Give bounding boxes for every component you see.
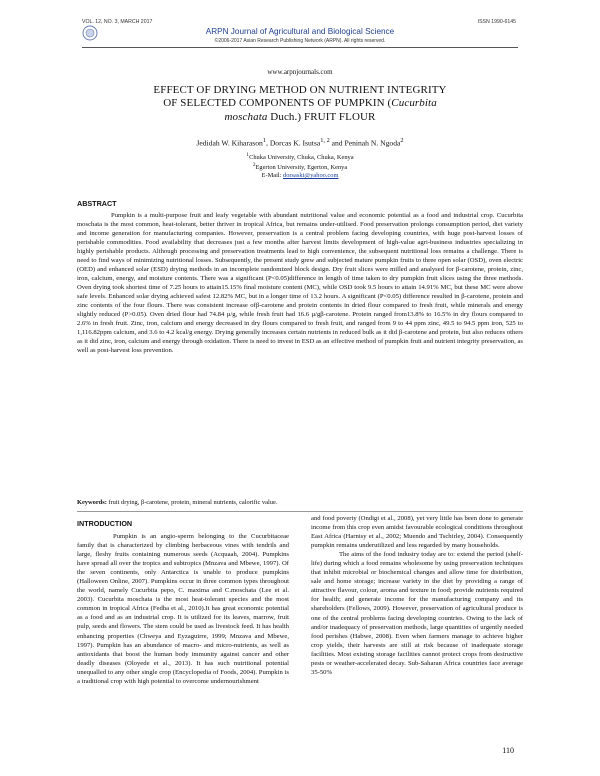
- author-1-affil: 1: [262, 137, 267, 144]
- affiliation-1: [0, 152, 600, 161]
- email-label: E-Mail:: [261, 172, 284, 179]
- title-line-3: Duch.) FRUIT FLOUR: [267, 110, 376, 123]
- affiliation-1-text: Chuka University, Chuka, Chuka, Kenya: [249, 154, 354, 162]
- author-3: and Peninah N. Ngoda: [329, 138, 401, 148]
- intro-left-column: [77, 532, 289, 686]
- title-species: moschata: [224, 110, 268, 123]
- header-divider: [82, 47, 518, 48]
- affiliation-2-mark: 2: [252, 162, 256, 168]
- issn-info: ISSN 1990-6145: [477, 19, 516, 25]
- author-1: Jedidah W. Kiharason: [196, 138, 263, 148]
- copyright-line: ©2006-2017 Asian Research Publishing Network (ARPN). All rights reserved.: [214, 38, 386, 44]
- affiliation-1-mark: 1: [246, 152, 250, 158]
- keywords-line: [77, 499, 523, 506]
- intro-paragraph-3: The aims of the food industry today are to: extend the period (shelf-life) during which a food remains wholesome by using preservation techniques that inhibit microbial or biochemical changes and allow time for distribution, sale and home storage; increase variety in the diet by providing a range of attractive flavour, colour, aroma and texture in food; provide nutrients required for health; and generate income for the manufacturing company and its shareholders (Fellows, 2009). However, preservation of agricultural produce is one of the central problems facing developing countries. Owing to the lack of and/or inadequacy of preservation methods, large quantities of urgently needed food perishes (Habwe, 2008). Even when farmers manage to achieve higher crop yields, their harvests are still at risk because of inadequate storage facilities. Most existing storage facilities cannot protect crops from destructive pests or weather-accelerated decay. Sub-Saharan Africa countries face average 35-50%: [311, 551, 523, 676]
- title-line-1: EFFECT OF DRYING METHOD ON NUTRIENT INTEGRITY: [153, 84, 447, 96]
- intro-paragraph-1: Pumpkin is an angio-sperm belonging to the Cucurbitaceae family that is characterized by climbing herbaceous vines with tendrils and large, fleshy fruits containing numerous seeds (Acquaah, 2004). Pumpkins have spread all over the tropics and subtropics (Mnzava and Mbewe, 1997). Of the seven continents, only Antarctica is unable to produce pumpkins (Halloween Online, 2007). Pumpkins occur in three common types throughout the world, namely Cucurbita pepo, C. maxima and C.moschata (Lee et al. 2003). Cucurbita moschata is the most heat-tolerant species and the most common in tropical Africa (Fedha et al., 2010).It has great economic potential as a food and as an industrial crop. It is utilized for its leaves, marrow, fruit pulp, seeds and flowers. The stem could be used as livestock feed. It has health enhancing properties (Chweya and Eyzaguirre, 1999; Mnzava and Mbewe, 1997). Pumpkin has an abundance of macro- and micro-nutrients, as well as antioxidants that boost the human body immunity against cancer and other deadly diseases (Oloyede et al., 2013). It has such nutritional potential unequalled to any other single crop (Encyclopedia of Foods, 2004). Pumpkin is a traditional crop with high potential to overcome undernourishment: [77, 533, 289, 685]
- affiliation-2: [0, 162, 600, 171]
- title-genus: Cucurbita: [391, 97, 437, 110]
- email-link[interactable]: dorsaski@yahoo.com: [283, 172, 339, 179]
- author-list: [0, 137, 600, 148]
- author-2: , Dorcas K. Isutsa: [266, 138, 321, 148]
- abstract-heading: ABSTRACT: [77, 199, 117, 208]
- affiliation-2-text: Egerton University, Egerton, Kenya: [255, 164, 348, 172]
- keywords-text: fruit drying, β-carotene, protein, mineral nutrients, calorific value.: [106, 499, 278, 506]
- keywords-label: Keywords:: [77, 499, 107, 506]
- volume-info: VOL. 12, NO. 3, MARCH 2017: [82, 19, 153, 25]
- abstract-body: [77, 211, 523, 355]
- intro-right-column: [311, 514, 523, 677]
- author-3-affil: 2: [400, 137, 404, 144]
- keywords-divider: [77, 511, 523, 512]
- paper-title: [100, 84, 500, 124]
- page-number: 110: [502, 746, 514, 755]
- abstract-text: Pumpkin is a multi-purpose fruit and leafy vegetable with abundant nutritional value and economic potential as a food and industrial crop. Cucurbita moschata is the most common, heat-tolerant, better thriver in tropical Africa, but remains under-utilised. Food preservation prolongs consumption period, diet variety and income generation for manufacturing companies. However, preservation is a central problem facing developing countries, with huge post-harvest losses of perishable commodities. Food availability that decreases just a few months after harvest limits development of high-value agri-business industries specializing in highly perishable products. Although processing and preservation treatments lead to high convenience, the subsequent nutritional loss remains a challenge. There is need to find ways of minimizing nutritional losses. Subsequently, the present study grew and subjected mature pumpkin fruits to three open solar (OSD), oven electric (OED) and enhanced solar (ESD) drying methods in an incomplete randomized block design. Dry fruit slices were milled and analysed for β-carotene, protein, zinc, iron, calcium, energy, and moisture contents. There was a significant (P<0.05)difference in length of time taken to dry pumpkin fruit slices using the three methods. Oven drying took shortest time of 7.25 hours to attain15.15% final moisture content (MC), while OSD took 9.5 hours to attain 14.91% MC, but these MC were above safe levels. Enhanced solar drying achieved safest 12.82% MC, but in a longer time of 13.2 hours. A significant (P<0.05) difference resulted in β-carotene, protein and zinc contents of the four flours. There was consistent increase ofβ-carotene and protein contents in dried flour compared to fresh fruit, while minerals and energy slightly reduced (P>0.05). Oven dried flour had 74.84 µ/g, while fresh fruit had 16.6 µ/gβ-carotene. Protein ranged from13.8% to 16.5% in dry flours compared to 2.6% in fresh fruit. Zinc, iron, calcium and energy decreased in dry flours compared to fresh fruit, and ranged from 9 to 44 ppm zinc, 49.5 to 94.5 ppm iron, 525 to 1,116.82ppm calcium, and 3.6 to 4.2 kcal/g energy. Drying generally increases certain nutrients in reduced bulk as it did β-carotene and protein, but also reduces others as it did zinc, iron, calcium and energy through oxidation. There is need to invest in ESD as an effective method of pumpkin fruit and nutrient integrity preservation, as well as post-harvest loss prevention.: [77, 212, 523, 354]
- journal-name: ARPN Journal of Agricultural and Biological Science: [205, 27, 395, 36]
- intro-paragraph-2: and food poverty (Ondigi et al., 2008), yet very little has been done to generate income from this crop even amidst favourable ecological conditions throughout East Africa (Harnisy et al., 2002; Muendo and Tschirley, 2004). Consequently pumpkin remains underutilized and less regarded by many households.: [311, 515, 523, 550]
- journal-website[interactable]: www.arpnjournals.com: [267, 68, 333, 76]
- author-2-affil: 1, 2: [320, 137, 330, 144]
- introduction-heading: INTRODUCTION: [77, 519, 133, 528]
- title-line-2: OF SELECTED COMPONENTS OF PUMPKIN (: [163, 97, 392, 110]
- contact-email: [0, 172, 600, 179]
